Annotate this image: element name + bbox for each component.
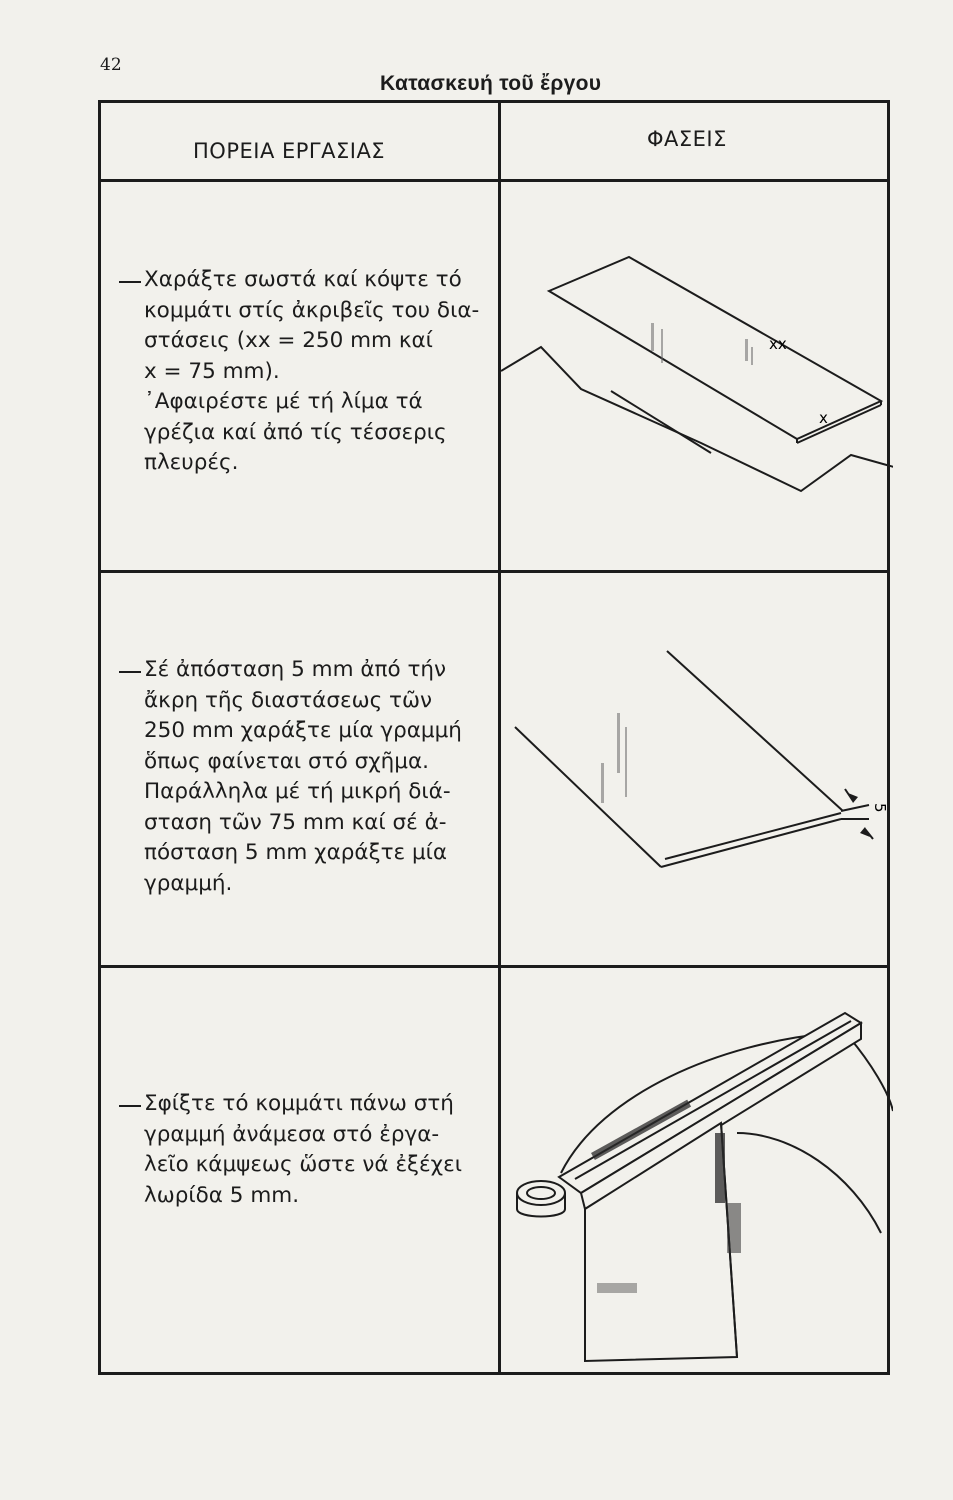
step-line: γραμμή.: [144, 870, 233, 896]
step-line: γρέζια καί ἀπό τίς τέσσερις: [144, 419, 447, 445]
dimension-label-xx: xx: [769, 335, 787, 353]
scribed-line-on-sheet-icon: [501, 623, 893, 883]
step-line: ὅπως φαίνεται στό σχῆμα.: [144, 748, 429, 774]
dimension-label-x: x: [819, 409, 828, 427]
list-dash: [119, 1105, 141, 1107]
header-procedure: ΠΟΡΕΙΑ ΕΡΓΑΣΙΑΣ: [193, 139, 386, 163]
bending-tool-clamp-icon: [501, 983, 893, 1363]
metal-strip-on-bench-icon: [501, 243, 893, 503]
offset-label-5: 5: [871, 803, 889, 813]
step-1-text: [119, 265, 489, 479]
list-dash: [119, 281, 141, 283]
step-line: Παράλληλα μέ τή μικρή διά-: [144, 779, 451, 804]
work-procedure-table: [98, 100, 890, 1375]
step-line: λεῖο κάμψεως ὥστε νά ἐξέχει: [144, 1152, 462, 1177]
running-title: Κατασκευή τοῦ ἔργου: [380, 72, 602, 95]
step-line: Σφίξτε τό κομμάτι πάνω στή: [144, 1091, 454, 1116]
step-line: ἄκρη τῆς διαστάσεως τῶν: [144, 687, 432, 713]
step-line: σταση τῶν 75 mm καί σέ ἀ-: [144, 809, 447, 835]
step-line: Χαράξτε σωστά καί κόψτε τό: [144, 267, 462, 292]
step-3-text: [119, 1089, 489, 1211]
header-phases: ΦΑΣΕΙΣ: [647, 127, 727, 151]
row-divider: [101, 965, 887, 968]
step-line: πόσταση 5 mm χαράξτε μία: [144, 840, 448, 865]
step-line: ᾿Αφαιρέστε μέ τή λίμα τά: [144, 389, 423, 414]
step-line: στάσεις (xx = 250 mm καί: [144, 328, 433, 353]
step-line: Σέ ἀπόσταση 5 mm ἀπό τήν: [144, 657, 447, 682]
step-line: κομμάτι στίς ἀκριβεῖς του δια-: [144, 297, 480, 323]
step-line: x = 75 mm).: [144, 358, 280, 384]
step-line: 250 mm χαράξτε μία γραμμή: [144, 718, 462, 743]
row-divider: [101, 570, 887, 573]
step-line: γραμμή ἀνάμεσα στό ἐργα-: [144, 1121, 440, 1147]
step-2-text: [119, 655, 489, 899]
header-divider: [101, 179, 887, 182]
list-dash: [119, 671, 141, 673]
step-line: πλευρές.: [144, 450, 239, 475]
step-line: λωρίδα 5 mm.: [144, 1182, 300, 1208]
page-number: 42: [100, 55, 122, 75]
